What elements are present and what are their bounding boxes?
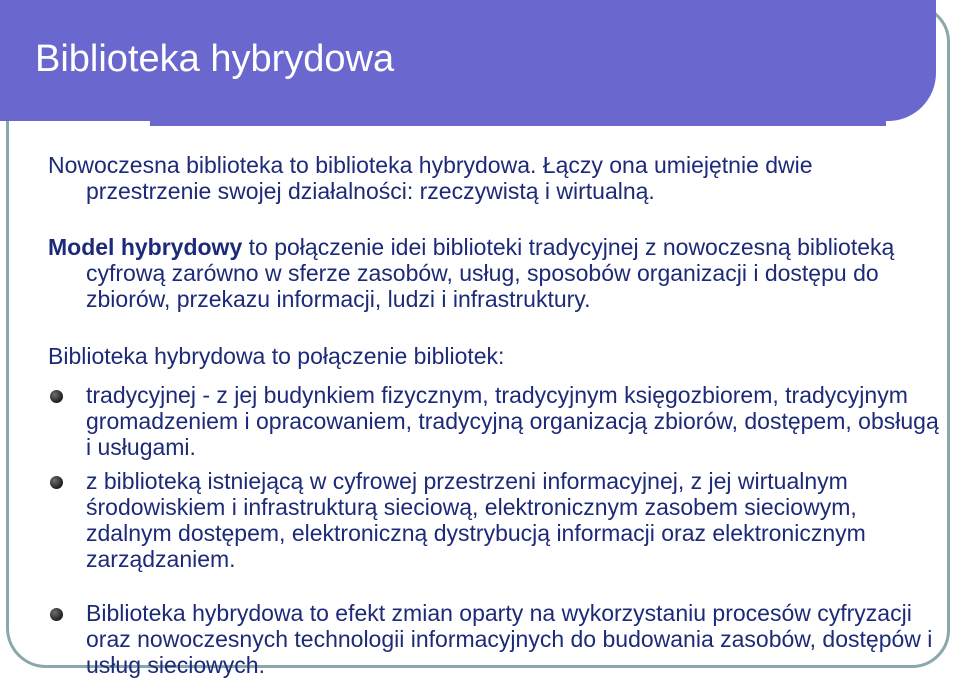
- round-bullet-icon: [50, 608, 63, 621]
- list-item-text: Biblioteka hybrydowa to efekt zmian oparty na wykorzystaniu procesów cyfryzacji oraz nowoczesnych technologii informacyjnych do budowania zasobów, dostępów i usług sieciowych.: [86, 600, 933, 678]
- list-item-text: z biblioteką istniejącą w cyfrowej przestrzeni informacyjnej, z jej wirtualnym środowiskiem i infrastrukturą sieciową, elektronicznym zasobem sieciowym, zdalnym dostępem, elektroniczną dystrybucją informacji oraz elektronicznym zarządzaniem.: [86, 468, 866, 572]
- list-item-text: tradycyjnej - z jej budynkiem fizycznym, tradycyjnym księgozbiorem, tradycyjnym gromadzeniem i opracowaniem, tradycyjną organizacją zbiorów, dostępem, obsługą i usługami.: [86, 382, 939, 460]
- model-definition: to połączenie idei biblioteki tradycyjnej z nowoczesną biblioteką cyfrową zarówno w sferze zasobów, usług, sposobów organizacji i dostępu do zbiorów, przekazu informacji, ludzi i infrastruktury.: [86, 234, 895, 312]
- model-paragraph: [48, 234, 943, 312]
- combination-heading: Biblioteka hybrydowa to połączenie bibliotek:: [48, 343, 505, 369]
- intro-paragraph: Nowoczesna biblioteka to biblioteka hybrydowa. Łączy ona umiejętnie dwie przestrzenie swojej działalności: rzeczywistą i wirtualną.: [48, 152, 813, 204]
- title-underline: [150, 120, 886, 126]
- list-item: [48, 468, 943, 572]
- slide-content: [48, 152, 943, 686]
- list-item: [48, 382, 943, 460]
- bullet-list: [48, 382, 943, 678]
- model-term: Model hybrydowy: [48, 234, 243, 260]
- round-bullet-icon: [50, 390, 63, 403]
- round-bullet-icon: [50, 476, 63, 489]
- slide-title: Biblioteka hybrydowa: [35, 38, 395, 80]
- list-item: [48, 600, 943, 678]
